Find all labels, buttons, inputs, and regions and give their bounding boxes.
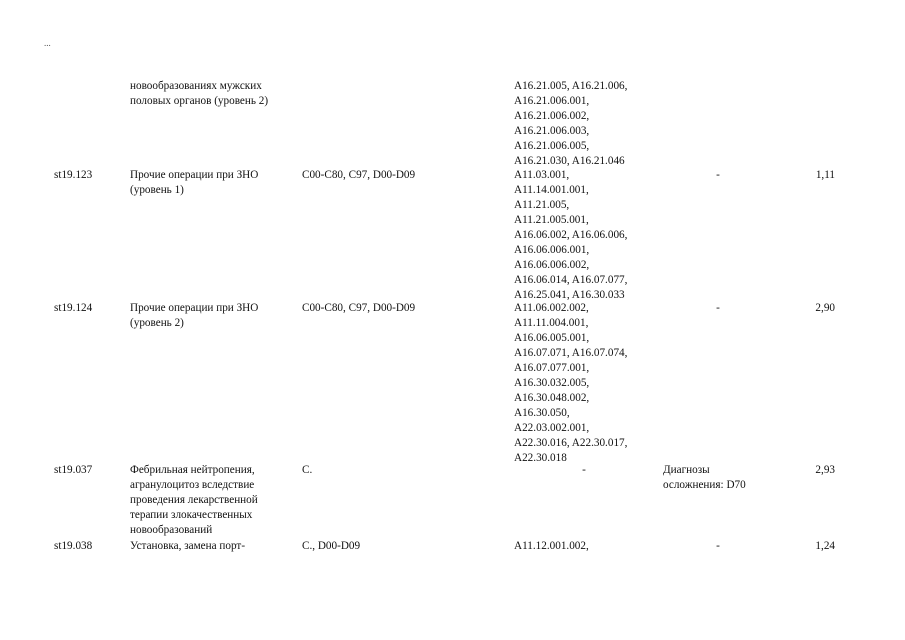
row-name: Фебрильная нейтропения, агранулоцитоз вследствие проведения лекарственной терапии злокачественных новообразований (130, 464, 258, 536)
row-name: Прочие операции при ЗНО (уровень 1) (130, 169, 259, 196)
row-diagnoses: C., D00-D09 (302, 540, 361, 552)
row-other-criteria: - (716, 302, 720, 314)
page-continuation-mark: ... (44, 38, 51, 48)
row-coefficient: 2,90 (815, 302, 835, 314)
row-code: st19.124 (54, 302, 93, 314)
row-code: st19.038 (54, 540, 93, 552)
row-other-criteria: - (716, 169, 720, 181)
row-coefficient: 2,93 (815, 464, 835, 476)
row-other-criteria: Диагнозы осложнения: D70 (663, 464, 746, 491)
row-name: Установка, замена порт- (130, 540, 246, 552)
row-other-criteria: - (716, 540, 720, 552)
row-diagnoses: C00-C80, C97, D00-D09 (302, 302, 416, 314)
row-diagnoses: C00-C80, C97, D00-D09 (302, 169, 416, 181)
row-name: Прочие операции при ЗНО (уровень 2) (130, 302, 259, 329)
row-operations: A11.06.002.002, A11.11.004.001, A16.06.005.001, A16.07.071, A16.07.074, A16.07.077.001, A16.30.032.005, A16.30.048.002, A16.30.050, A22.03.002.001, A22.30.016, A22.30.017, A22.30.018 (514, 302, 628, 464)
row-operations: A16.21.005, A16.21.006, A16.21.006.001, A16.21.006.002, A16.21.006.003, A16.21.006.005, A16.21.030, A16.21.046 (514, 80, 628, 167)
row-coefficient: 1,11 (815, 169, 835, 181)
row-diagnoses: C. (302, 464, 313, 476)
row-operations: - (582, 464, 586, 476)
row-code: st19.123 (54, 169, 93, 181)
row-name: новообразованиях мужских половых органов (уровень 2) (130, 80, 269, 107)
row-coefficient: 1,24 (815, 540, 835, 552)
row-operations: A11.12.001.002, (514, 540, 589, 552)
row-operations: A11.03.001, A11.14.001.001, A11.21.005, A11.21.005.001, A16.06.002, A16.06.006, A16.06.006.001, A16.06.006.002, A16.06.014, A16.07.077, A16.25.041, A16.30.033 (514, 169, 628, 301)
row-code: st19.037 (54, 464, 93, 476)
